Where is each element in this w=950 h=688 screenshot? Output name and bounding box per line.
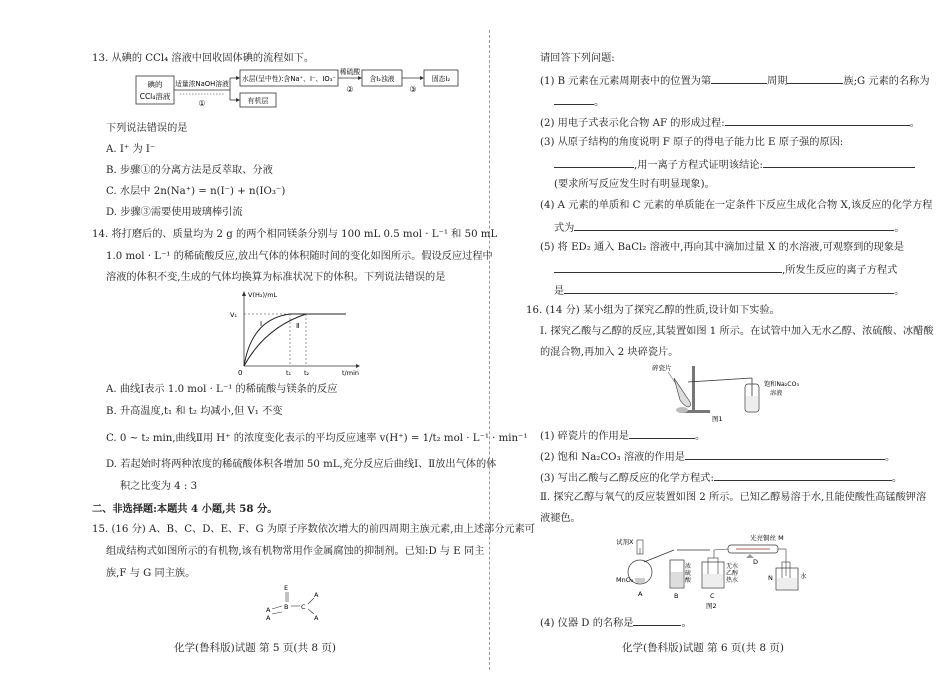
flow-step1: ① [198,99,206,108]
q15-p5-text-b: ,所发生反应的离子方程式 [782,265,898,276]
q15-p1-text-d: 。 [594,97,605,108]
fig1-solution-label-1: 饱和Na₂CO₃ [764,381,799,388]
fig2-b: B [674,592,679,600]
q16-q1 [540,428,705,444]
q15-structural-formula [262,582,324,622]
answer-blank[interactable] [554,262,782,273]
q16-q4-text: (4) 仪器 D 的名称是 [540,618,634,629]
struct-c: C [301,603,306,611]
q13-flow-diagram [132,68,462,116]
q15-intro: 请回答下列问题: [540,53,615,64]
fig1-chips-label: 碎瓷片 [652,364,672,372]
answer-blank[interactable] [564,283,894,294]
q13-stem: 13. 从碘的 CCl₄ 溶液中回收固体碘的流程如下。 [92,53,315,64]
q13-option-a: A. I⁺ 为 I⁻ [106,144,156,155]
q16-q3-text: (3) 写出乙酸与乙醇反应的化学方程式: [540,473,714,484]
q15-part4-cont [554,220,905,236]
q15-part5: (5) 将 ED₂ 通入 BaCl₂ 溶液中,再向其中滴加过量 X 的水溶液,可观察到的现象是 [540,242,905,253]
fig2-mno2: MnO₂ [616,576,634,584]
q13-option-d: D. 步骤③需要使用玻璃棒引流 [106,207,243,218]
q15-p1-text-c: 族;G 元素的名称为 [843,76,930,87]
q16-q3-period: 。 [891,473,903,484]
flow-box3: 有机层 [247,97,269,105]
flow-box2: 水层(呈中性):含Na⁺、I⁻、IO₃⁻ [241,75,337,83]
struct-a-left: A [266,606,271,614]
fig2-ethanol-1: 无水 [726,563,739,570]
fig2-a: A [638,590,643,598]
q16-part2-line1: Ⅱ. 探究乙醇与氧气的反应装置如图 2 所示。已知乙醇易溶于水,且能使酸性高锰酸钾溶 [540,492,927,503]
flow-arrow1-label: 适量浓NaOH溶液 [175,80,229,88]
fig1-caption: 图1 [712,415,723,423]
answer-blank[interactable] [711,73,767,84]
q15-part4: (4) A 元素的单质和 C 元素的单质能在一定条件下反应生成化合物 X,该反应的化学方程 [540,200,933,211]
answer-blank[interactable] [554,157,634,168]
struct-b: B [284,603,289,611]
q15-p4-text-b: 式为 [554,223,575,234]
q15-part3-cont [554,157,915,173]
answer-blank[interactable] [554,94,594,105]
answer-blank[interactable] [685,449,885,460]
q16-q2-period: 。 [884,452,896,463]
q15-p1-text-a: (1) B 元素在元素周期表中的位置为第 [540,76,712,87]
flow-box1-line2: CCl₄溶液 [139,92,171,101]
q15-line-1: 15. (16 分) A、B、C、D、E、F、G 为原子序数依次增大的前四周期主族元素,由上述部分元素可 [92,524,535,535]
q15-p4-period: 。 [894,223,905,234]
q14-line-2: 1.0 mol · L⁻¹ 的稀硫酸反应,放出气体的体积随时间的变化如图所示。假设反应过程中 [106,251,493,262]
chart-v1-label: V₁ [230,311,238,319]
struct-a-bottom: A [266,614,271,622]
q14-option-a: A. 曲线Ⅰ表示 1.0 mol · L⁻¹ 的稀硫酸与镁条的反应 [106,384,338,395]
q16-q4 [540,615,692,631]
q13-option-c: C. 水层中 2n(Na⁺) = n(I⁻) + n(IO₃⁻) [106,186,286,197]
chart-t1-label: t₁ [286,369,292,377]
q14-option-c: C. 0 ~ t₂ min,曲线Ⅱ用 H⁺ 的浓度变化表示的平均反应速率 v(H⁺) = 1/t₂ mol · L⁻¹ · min⁻¹ [106,433,528,444]
q15-part3: (3) 从原子结构的角度说明 F 原子的得电子能力比 E 原子强的原因: [540,137,844,148]
q14-line-1: 14. 将打磨后的、质量均为 2 g 的两个相同镁条分别与 100 mL 0.5 mol · L⁻¹ 和 50 mL [92,229,498,240]
left-footer: 化学(鲁科版)试题 第 5 页(共 8 页) [174,642,336,654]
q16-q4-period: 。 [681,618,692,629]
flow-step3: ③ [409,85,417,94]
fig1-stand-rod [692,366,695,410]
q13-prompt: 下列说法错误的是 [106,123,188,134]
chart-curve2-label: Ⅱ [296,322,300,330]
answer-blank[interactable] [763,157,915,168]
q16-part2-line2: 液褪色。 [540,513,581,524]
q16-q2 [540,449,895,465]
chart-origin: 0 [238,369,243,377]
fig2-ethanol-3: 热水 [726,577,739,584]
struct-a-right-top: A [314,591,319,599]
q14-option-d-line1: D. 若起始时将两种浓度的稀硫酸体积各增加 50 mL,充分反应后曲线Ⅰ、Ⅱ放出气体的体 [106,459,497,470]
q15-part3-note: (要求所写反应发生时有明显现象)。 [554,179,715,190]
flow-box1-line1: 碘的 [147,80,163,89]
q14-volume-time-chart [228,288,364,378]
struct-e: E [284,584,289,592]
q16-q3 [540,470,902,486]
q15-part5-cont2 [554,283,904,299]
fig2-water: 水 [800,572,807,580]
q15-p1-text-b: 周期 [767,76,788,87]
fig2-ethanol-2: 乙醇 [726,570,739,577]
answer-blank[interactable] [787,73,843,84]
answer-blank[interactable] [629,428,695,439]
q16-q1-text: (1) 碎瓷片的作用是 [540,431,629,442]
q15-part1 [540,73,930,89]
answer-blank[interactable] [714,470,892,481]
q16-q2-text: (2) 饱和 Na₂CO₃ 溶液的作用是 [540,452,685,463]
flow-box4: 含I₂浊液 [369,75,395,83]
chart-curve1-label: Ⅰ [260,320,263,328]
fig2-h2so4-1: 浓 [685,563,692,570]
q15-line-3: 族,F 与 G 同主族。 [106,568,196,579]
q13-option-b: B. 步骤①的分离方法是反萃取、分液 [106,165,273,176]
q16-q1-period: 。 [694,431,706,442]
q16-part1-line2: 的混合物,再加入 2 块碎瓷片。 [540,347,679,358]
q15-part5-cont [554,262,897,278]
q15-part2 [540,115,920,131]
q16-part1-line1: Ⅰ. 探究乙酸与乙醇的反应,其装置如图 1 所示。在试管中加入无水乙醇、浓硫酸、冰醋酸 [540,326,934,337]
fig2-h2so4-2: 硫 [685,570,692,577]
flow-box5: 固态I₂ [431,75,451,83]
fig2-d: D [753,558,759,566]
q16-figure-2 [610,530,810,610]
fig2-caption: 图2 [706,602,717,610]
q16-figure-1 [640,360,800,424]
section2-heading: 二、非选择题:本题共 4 小题,共 58 分。 [92,503,278,515]
right-footer: 化学(鲁科版)试题 第 6 页(共 8 页) [622,642,784,654]
flow-arrow2-label: 稀硫酸 [339,68,361,76]
struct-a-right-bottom: A [314,614,319,622]
fig2-reagent-x: 试剂X [616,538,634,546]
q15-part1-cont [554,94,604,110]
q15-line-2: 组成结构式如图所示的有机物,该有机物常用作金属腐蚀的抑制剂。已知:D 与 E 同主 [106,546,485,557]
fig1-solution-label-2: 溶液 [770,390,783,397]
q15-p5-period: 。 [894,286,905,297]
q16-stem: 16. (14 分) 某小组为了探究乙醇的性质,设计如下实验。 [526,305,780,316]
fig1-burner [676,407,688,413]
answer-blank[interactable] [574,220,894,231]
q14-option-d-line2: 积之比变为 4 : 3 [120,481,198,492]
q15-p5-text-c: 是 [554,286,565,297]
q15-p3-text-b: ,用一离子方程式证明该结论: [634,160,763,171]
q14-line-3: 溶液的体积不变,生成的气体均换算为标准状况下的体积。下列说法错误的是 [106,272,446,283]
chart-xlabel: t/min [342,369,359,377]
fig2-tube-1 [644,550,674,562]
fig2-h2so4-3: 酸 [685,577,692,584]
q15-p2-text: (2) 用电子式表示化合物 AF 的形成过程: [540,118,725,129]
answer-blank[interactable] [633,615,681,626]
fig2-c: C [710,592,715,600]
chart-t2-label: t₂ [304,369,310,377]
q15-p2-period: 。 [909,118,920,129]
flow-step2: ② [346,85,354,94]
chart-ylabel: V(H₂)/mL [248,291,278,299]
answer-blank[interactable] [725,115,910,126]
fig1-delivery-tube [688,378,752,382]
fig2-copper-label: 光亮铜丝 M [750,534,784,542]
q14-option-b: B. 升高温度,t₁ 和 t₂ 均减小,但 V₁ 不变 [106,406,283,417]
fig2-n: N [768,574,773,582]
right-page [490,0,950,688]
